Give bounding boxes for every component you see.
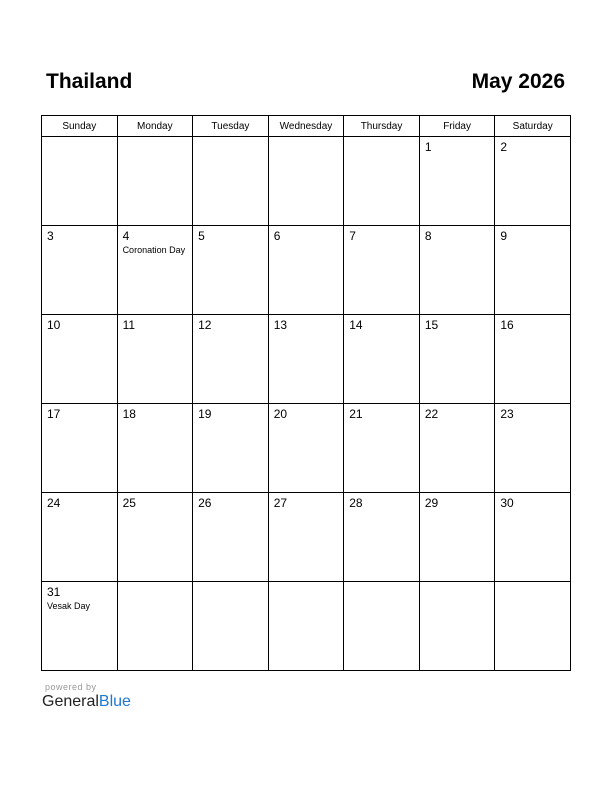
brand-blue: Blue <box>98 693 131 710</box>
day-number <box>193 137 268 141</box>
day-cell <box>268 137 344 226</box>
day-cell <box>344 226 420 315</box>
week-row <box>42 582 571 671</box>
day-number <box>420 582 495 586</box>
day-number: 17 <box>47 407 61 421</box>
day-cell <box>268 315 344 404</box>
day-number: 6 <box>273 229 281 243</box>
day-cell <box>117 493 193 582</box>
day-cell <box>495 226 571 315</box>
weekday-wednesday: Wednesday <box>268 116 344 137</box>
day-cell <box>495 582 571 671</box>
day-cell <box>268 582 344 671</box>
weekday-saturday: Saturday <box>495 116 571 137</box>
day-cell <box>344 582 420 671</box>
day-number <box>344 137 419 141</box>
day-cell <box>344 404 420 493</box>
day-number <box>193 582 268 586</box>
day-cell <box>117 582 193 671</box>
day-cell <box>193 137 269 226</box>
day-number: 19 <box>198 407 212 421</box>
day-number: 18 <box>122 407 136 421</box>
weekday-tuesday: Tuesday <box>193 116 269 137</box>
day-number: 30 <box>500 496 514 510</box>
weekday-thursday: Thursday <box>344 116 420 137</box>
day-number: 1 <box>424 140 432 154</box>
day-number: 24 <box>47 496 61 510</box>
day-number: 3 <box>47 229 54 243</box>
day-cell <box>42 404 118 493</box>
week-row <box>42 493 571 582</box>
weekday-header-row <box>42 116 571 137</box>
day-cell <box>42 493 118 582</box>
day-number <box>42 137 117 141</box>
brand-general: General <box>42 693 99 710</box>
day-number: 11 <box>122 318 136 332</box>
day-number: 26 <box>198 496 212 510</box>
day-cell <box>117 315 193 404</box>
day-cell <box>42 315 118 404</box>
weekday-monday: Monday <box>117 116 193 137</box>
day-number: 21 <box>349 407 363 421</box>
day-cell <box>419 226 495 315</box>
day-number: 16 <box>500 318 514 332</box>
day-number <box>269 582 344 586</box>
day-number: 14 <box>349 318 363 332</box>
day-cell <box>117 404 193 493</box>
day-cell <box>193 493 269 582</box>
day-cell <box>419 582 495 671</box>
day-cell <box>193 404 269 493</box>
day-cell <box>268 226 344 315</box>
footer-branding <box>42 682 131 711</box>
week-row <box>42 315 571 404</box>
day-cell <box>495 404 571 493</box>
day-cell <box>344 315 420 404</box>
day-cell <box>193 582 269 671</box>
day-number <box>344 582 419 586</box>
day-cell <box>495 137 571 226</box>
holiday-label: Vesak Day <box>47 601 91 611</box>
day-cell <box>268 493 344 582</box>
day-cell <box>419 493 495 582</box>
week-row <box>42 137 571 226</box>
day-cell <box>42 582 118 671</box>
day-cell <box>42 137 118 226</box>
day-number: 28 <box>349 496 363 510</box>
day-number: 13 <box>273 318 288 332</box>
day-number: 2 <box>500 140 508 154</box>
weekday-friday: Friday <box>419 116 495 137</box>
day-number: 25 <box>122 496 136 510</box>
day-cell <box>42 226 118 315</box>
day-cell <box>419 137 495 226</box>
calendar-grid <box>41 115 571 671</box>
day-cell <box>419 404 495 493</box>
day-cell <box>268 404 344 493</box>
day-number: 22 <box>424 407 439 421</box>
day-number: 8 <box>424 229 432 243</box>
week-row <box>42 404 571 493</box>
day-number <box>118 582 193 586</box>
day-number: 4 <box>122 229 130 243</box>
country-title: Thailand <box>46 70 133 93</box>
day-number: 5 <box>198 229 205 243</box>
day-cell <box>495 493 571 582</box>
day-number: 9 <box>500 229 508 243</box>
powered-by-text: powered by <box>45 682 97 692</box>
day-number: 12 <box>198 318 212 332</box>
day-cell <box>495 315 571 404</box>
day-number: 23 <box>500 407 514 421</box>
weekday-sunday: Sunday <box>42 116 118 137</box>
day-cell <box>344 493 420 582</box>
holiday-label: Coronation Day <box>122 245 186 255</box>
day-cell <box>117 226 193 315</box>
day-number <box>118 137 193 141</box>
day-number: 15 <box>424 318 439 332</box>
day-cell <box>193 226 269 315</box>
day-number: 31 <box>47 585 61 599</box>
week-row <box>42 226 571 315</box>
calendar-header <box>41 70 571 98</box>
day-number: 27 <box>273 496 288 510</box>
day-number <box>495 582 570 586</box>
day-cell <box>419 315 495 404</box>
day-number: 29 <box>424 496 439 510</box>
day-cell <box>344 137 420 226</box>
day-number: 10 <box>47 318 61 332</box>
day-cell <box>193 315 269 404</box>
month-title: May 2026 <box>471 70 565 93</box>
brand-logo[interactable] <box>42 693 131 711</box>
day-number: 7 <box>349 229 356 243</box>
day-number <box>269 137 344 141</box>
day-number: 20 <box>273 407 288 421</box>
day-cell <box>117 137 193 226</box>
